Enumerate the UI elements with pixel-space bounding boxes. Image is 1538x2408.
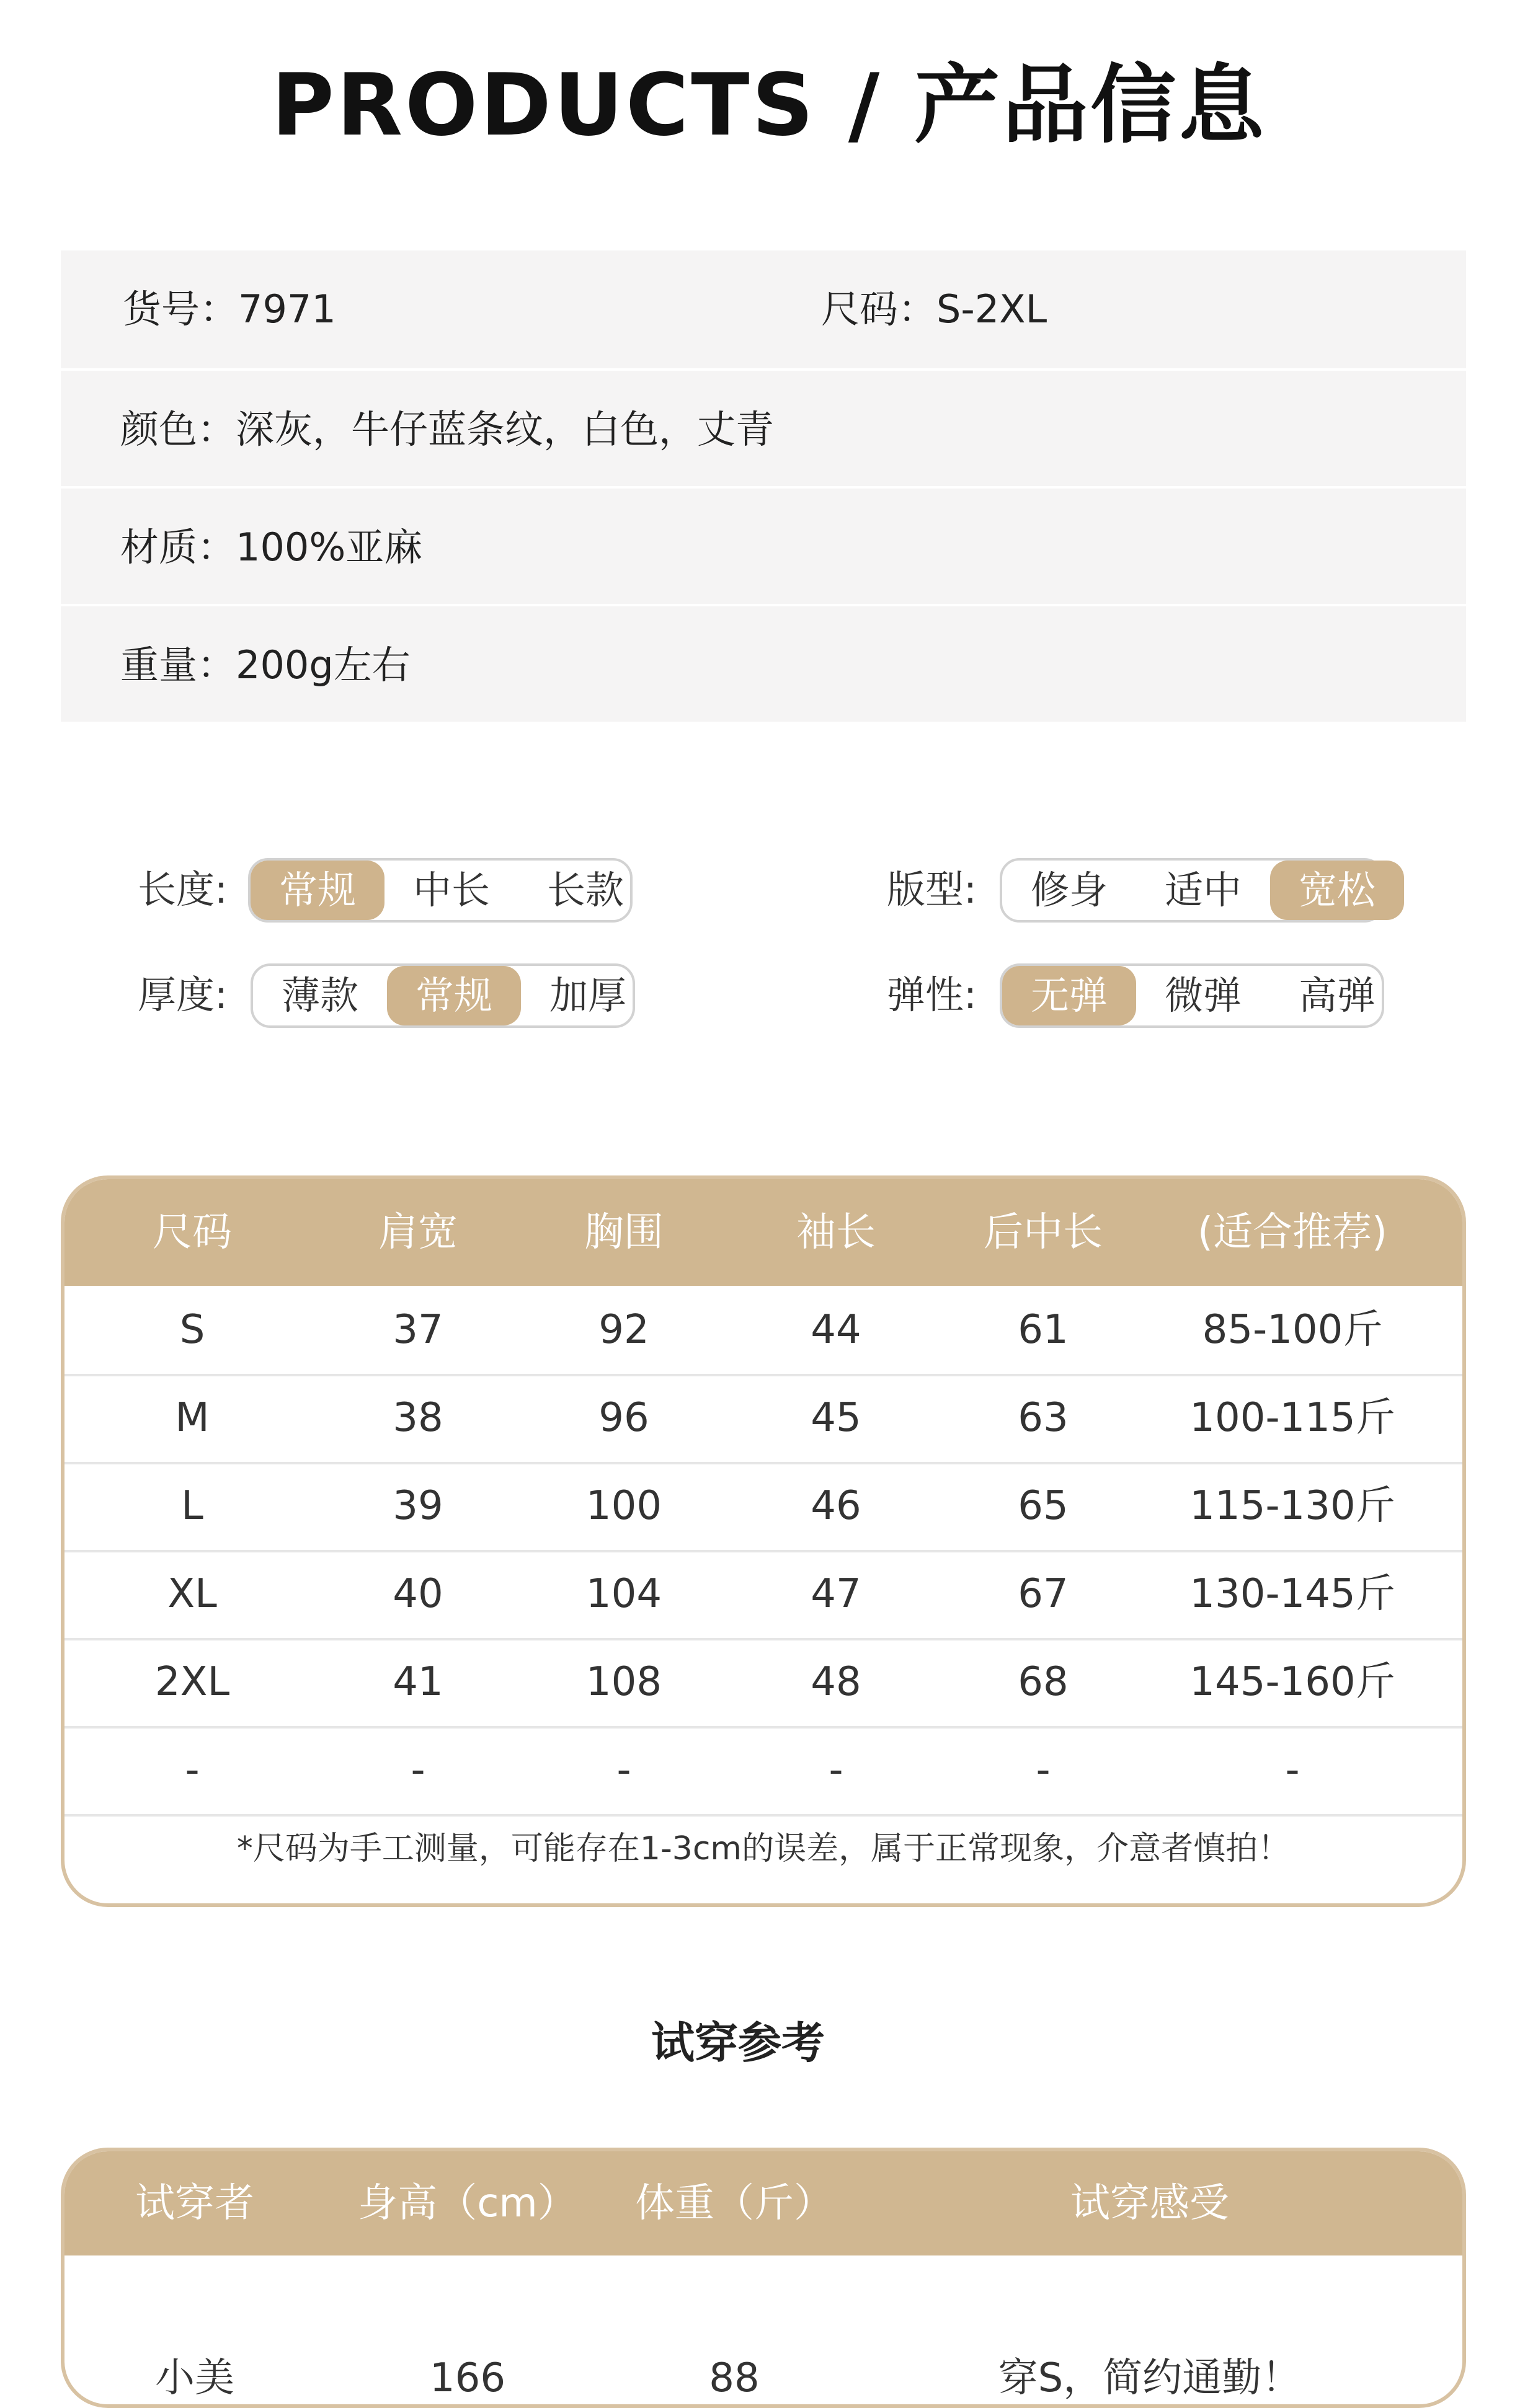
thickness-option: 加厚 — [549, 973, 627, 1018]
length-option: 常规 — [251, 861, 384, 920]
fit-options — [1000, 858, 1384, 923]
thickness-option: 常规 — [387, 966, 521, 1025]
color-info: 颜色：深灰，牛仔蓝条纹，白色，丈青 — [120, 407, 775, 452]
table-cell: 45 — [811, 1395, 861, 1441]
table-cell: 44 — [811, 1307, 861, 1353]
table-cell: - — [1285, 1747, 1300, 1793]
header-chest: 胸围 — [584, 1210, 664, 1255]
size-range: 尺码：S-2XL — [821, 286, 1047, 332]
table-row — [64, 1462, 1462, 1552]
header-height: 身高（cm） — [358, 2180, 577, 2226]
table-cell: 108 — [585, 1659, 662, 1705]
table-row — [64, 1638, 1462, 1729]
table-cell: 61 — [1018, 1307, 1069, 1353]
table-cell: 46 — [811, 1483, 861, 1529]
elasticity-option: 高弹 — [1299, 973, 1376, 1018]
elasticity-option: 微弹 — [1165, 973, 1242, 1018]
table-cell: - — [616, 1747, 631, 1793]
table-cell: 41 — [393, 1659, 443, 1705]
table-cell: - — [829, 1747, 843, 1793]
table-cell: 小美 — [155, 2355, 234, 2401]
header-recommend: (适合推荐) — [1198, 1210, 1387, 1255]
fit-reference-title: 试穿参考 — [651, 2017, 825, 2068]
size-table — [61, 1175, 1466, 1907]
thickness-options — [251, 963, 635, 1028]
table-cell: - — [411, 1747, 425, 1793]
table-cell: 48 — [811, 1659, 861, 1705]
table-cell: 65 — [1018, 1483, 1069, 1529]
elasticity-label: 弹性: — [887, 972, 977, 1017]
info-row-material — [61, 486, 1466, 606]
header-shoulder: 肩宽 — [378, 1210, 458, 1255]
thickness-label: 厚度: — [138, 972, 228, 1017]
size-table-header — [64, 1179, 1462, 1286]
measurement-note: *尺码为手工测量，可能存在1-3cm的误差，属于正常现象，介意者慎拍！ — [236, 1830, 1291, 1867]
header-size: 尺码 — [153, 1210, 232, 1255]
table-cell: 40 — [393, 1571, 443, 1617]
elasticity-options — [1000, 963, 1384, 1028]
table-cell: XL — [167, 1571, 217, 1617]
info-row-weight — [61, 604, 1466, 724]
table-row — [64, 1374, 1462, 1464]
table-cell: 166 — [429, 2355, 506, 2401]
table-cell: 2XL — [154, 1659, 230, 1705]
fit-option: 适中 — [1165, 867, 1242, 913]
fit-option: 修身 — [1031, 867, 1108, 913]
table-cell: 130-145斤 — [1189, 1571, 1395, 1617]
material-info: 材质：100%亚麻 — [120, 525, 423, 570]
table-cell: 63 — [1018, 1395, 1069, 1441]
table-cell: - — [1036, 1747, 1051, 1793]
table-cell: 68 — [1018, 1659, 1069, 1705]
table-cell: 37 — [393, 1307, 443, 1353]
fit-reference-header — [64, 2151, 1462, 2255]
weight-info: 重量：200g左右 — [120, 642, 411, 688]
table-cell: 85-100斤 — [1202, 1307, 1383, 1353]
item-number: 货号：7971 — [123, 286, 336, 332]
table-cell: 39 — [393, 1483, 443, 1529]
header-sleeve: 袖长 — [796, 1210, 876, 1255]
table-cell: - — [185, 1747, 200, 1793]
table-cell: 104 — [585, 1571, 662, 1617]
table-cell: 47 — [811, 1571, 861, 1617]
product-info-panel — [61, 250, 1466, 722]
table-cell: 100-115斤 — [1189, 1395, 1395, 1441]
table-cell: 96 — [598, 1395, 649, 1441]
info-row-color — [61, 368, 1466, 489]
fit-reference-table — [61, 2148, 1466, 2408]
table-row — [64, 1726, 1462, 1817]
length-option: 长款 — [547, 867, 625, 913]
table-cell: 穿S，简约通勤！ — [998, 2355, 1302, 2401]
length-option: 中长 — [413, 867, 491, 913]
thickness-option: 薄款 — [282, 973, 359, 1018]
table-row — [64, 1550, 1462, 1640]
table-cell: S — [179, 1307, 205, 1353]
table-row — [64, 1286, 1462, 1376]
table-cell: 92 — [598, 1307, 649, 1353]
table-cell: 145-160斤 — [1189, 1659, 1395, 1705]
length-options — [248, 858, 633, 923]
table-cell: 38 — [393, 1395, 443, 1441]
info-row-item-size — [61, 250, 1466, 368]
table-cell: 100 — [585, 1483, 662, 1529]
table-cell: 115-130斤 — [1189, 1483, 1395, 1529]
length-label: 长度: — [138, 867, 228, 912]
header-feedback: 试穿感受 — [1070, 2180, 1229, 2226]
page-title: PRODUCTS / 产品信息 — [271, 55, 1267, 155]
table-cell: M — [175, 1395, 210, 1441]
table-cell: 88 — [709, 2355, 760, 2401]
header-length: 后中长 — [984, 1210, 1103, 1255]
header-tester: 试穿者 — [135, 2180, 254, 2226]
table-cell: L — [181, 1483, 203, 1529]
fit-label: 版型: — [887, 867, 977, 912]
elasticity-option: 无弹 — [1002, 966, 1136, 1025]
fit-option: 宽松 — [1270, 861, 1404, 920]
table-cell: 67 — [1018, 1571, 1069, 1617]
header-weight: 体重（斤） — [635, 2180, 833, 2226]
